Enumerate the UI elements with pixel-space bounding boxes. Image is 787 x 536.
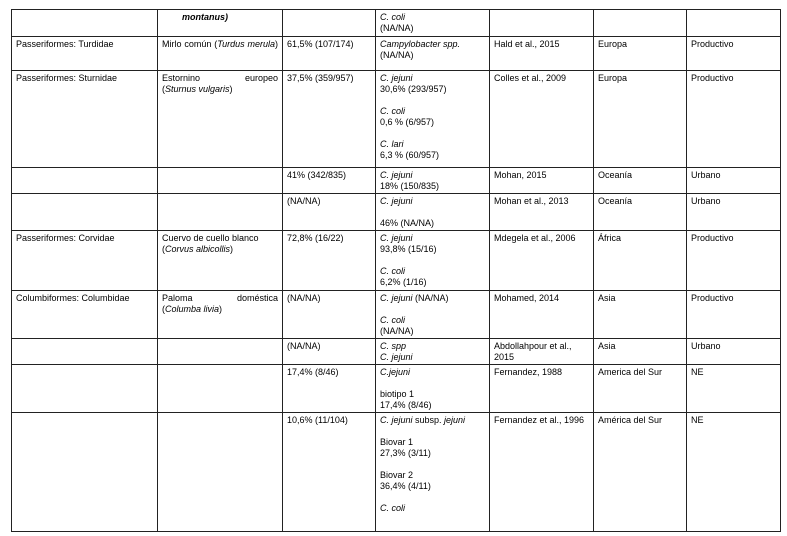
biovar-value: 27,3% (3/11): [380, 448, 431, 458]
species-cell: Cuervo de cuello blanco (Corvus albicollis): [158, 231, 283, 291]
region-cell: Europa: [594, 37, 687, 71]
isolate-cell: [376, 10, 490, 37]
reference-cell: Mohamed, 2014: [490, 291, 594, 339]
table-row: [12, 194, 781, 231]
isolate-species: C. jejuni: [380, 170, 413, 180]
isolate-count: (NA/NA): [380, 50, 414, 60]
reference-text: Fernandez et al., 1996: [494, 415, 585, 425]
table-row: [12, 10, 781, 37]
isolate-species: C. jejuni: [380, 293, 413, 303]
table-row: [12, 231, 781, 291]
prevalence-cell: 10,6% (11/104): [283, 413, 376, 532]
table-row: [12, 168, 781, 194]
species-cell: [158, 365, 283, 413]
reference-cell: [490, 10, 594, 37]
reference-cell: Fernandez, 1988: [490, 365, 594, 413]
isolate-subsp-label: subsp.: [412, 415, 445, 425]
document-page: [11, 9, 780, 532]
isolate-value: 93,8% (15/16): [380, 244, 437, 254]
species-scientific: Sturnus vulgaris: [165, 84, 230, 94]
order-cell: Passeriformes: Turdidae: [12, 37, 158, 71]
prevalence-cell: 61,5% (107/174): [283, 37, 376, 71]
isolate-value: 46% (NA/NA): [380, 218, 435, 228]
isolate-species: C. jejuni: [380, 196, 413, 206]
region-cell: [594, 10, 687, 37]
species-cell: [158, 10, 283, 37]
species-cell: [158, 168, 283, 194]
region-cell: Asia: [594, 291, 687, 339]
prevalence-cell: 41% (342/835): [283, 168, 376, 194]
isolate-species: C.jejuni: [380, 367, 411, 377]
species-cell: [158, 194, 283, 231]
isolate-species: C. coli: [380, 503, 406, 513]
isolate-value: 6,3 % (60/957): [380, 150, 440, 160]
species-scientific: Corvus albicollis: [165, 244, 231, 254]
campylobacter-prevalence-table: [11, 9, 781, 532]
isolate-value: 6,2% (1/16): [380, 277, 427, 287]
context-cell: Urbano: [687, 339, 781, 365]
prevalence-cell: 17,4% (8/46): [283, 365, 376, 413]
region-cell: America del Sur: [594, 365, 687, 413]
context-cell: Urbano: [687, 168, 781, 194]
prevalence-cell: 37,5% (359/957): [283, 71, 376, 168]
table-row: [12, 365, 781, 413]
reference-cell: Mdegela et al., 2006: [490, 231, 594, 291]
biovar-label: Biovar 2: [380, 470, 414, 480]
context-cell: Productivo: [687, 291, 781, 339]
reference-cell: Abdollahpour et al., 2015: [490, 339, 594, 365]
region-cell: África: [594, 231, 687, 291]
region-cell: Europa: [594, 71, 687, 168]
order-cell: Passeriformes: Sturnidae: [12, 71, 158, 168]
species-common: Estornino europeo: [162, 73, 278, 83]
isolate-species: Campylobacter spp.: [380, 39, 461, 49]
table-row: [12, 413, 781, 532]
table-row: [12, 37, 781, 71]
context-cell: NE: [687, 413, 781, 532]
biotype-value: 17,4% (8/46): [380, 400, 432, 410]
region-cell: América del Sur: [594, 413, 687, 532]
order-cell: Passeriformes: Corvidae: [12, 231, 158, 291]
species-cell: Estornino europeo (Sturnus vulgaris): [158, 71, 283, 168]
context-cell: Productivo: [687, 71, 781, 168]
prevalence-cell: 72,8% (16/22): [283, 231, 376, 291]
context-cell: [687, 10, 781, 37]
region-cell: Oceanía: [594, 168, 687, 194]
species-scientific: montanus): [182, 12, 228, 22]
species-scientific: Columba livia: [165, 304, 220, 314]
species-common: Mirlo común: [162, 39, 212, 49]
table-row: [12, 291, 781, 339]
isolate-species: C. coli: [380, 266, 406, 276]
order-cell: [12, 194, 158, 231]
isolate-value: 18% (150/835): [380, 181, 440, 191]
reference-cell: Colles et al., 2009: [490, 71, 594, 168]
isolate-cell: [376, 413, 490, 532]
table-row: [12, 71, 781, 168]
isolate-species: C. spp: [380, 341, 407, 351]
isolate-cell: [376, 291, 490, 339]
biovar-value: 36,4% (4/11): [380, 481, 431, 491]
region-cell: Oceanía: [594, 194, 687, 231]
species-common: Paloma doméstica: [162, 293, 278, 303]
order-cell: [12, 339, 158, 365]
prevalence-cell: [283, 10, 376, 37]
isolate-value: 0,6 % (6/957): [380, 117, 435, 127]
isolate-cell: [376, 37, 490, 71]
isolate-value: (NA/NA): [415, 293, 449, 303]
isolate-value: 30,6% (293/957): [380, 84, 447, 94]
prevalence-cell: (NA/NA): [283, 339, 376, 365]
reference-cell: Mohan, 2015: [490, 168, 594, 194]
isolate-cell: [376, 231, 490, 291]
isolate-cell: [376, 71, 490, 168]
isolate-species: C. coli: [380, 106, 406, 116]
isolate-count: (NA/NA): [380, 23, 414, 33]
species-cell: Mirlo común (Turdus merula): [158, 37, 283, 71]
isolate-value: (NA/NA): [380, 326, 414, 336]
isolate-subsp-name: jejuni: [444, 415, 466, 425]
isolate-cell: [376, 339, 490, 365]
reference-cell: Mohan et al., 2013: [490, 194, 594, 231]
order-cell: [12, 365, 158, 413]
species-cell: [158, 413, 283, 532]
isolate-species: C. lari: [380, 139, 404, 149]
isolate-cell: [376, 194, 490, 231]
species-cell: Paloma doméstica (Columba livia): [158, 291, 283, 339]
species-cell: [158, 339, 283, 365]
isolate-cell: [376, 365, 490, 413]
order-cell: [12, 10, 158, 37]
biotype-label: biotipo 1: [380, 389, 415, 399]
table-row: [12, 339, 781, 365]
species-scientific: Turdus merula: [217, 39, 275, 49]
isolate-species: C. jejuni: [380, 73, 413, 83]
region-cell: Asia: [594, 339, 687, 365]
species-common: Cuervo de cuello blanco: [162, 233, 259, 243]
order-cell: Columbiformes: Columbidae: [12, 291, 158, 339]
isolate-species: C. jejuni: [380, 233, 413, 243]
context-cell: NE: [687, 365, 781, 413]
isolate-species: C. jejuni: [380, 415, 413, 425]
context-cell: Urbano: [687, 194, 781, 231]
isolate-species: C. coli: [380, 315, 406, 325]
isolate-species: C. jejuni: [380, 352, 413, 362]
biovar-label: Biovar 1: [380, 437, 414, 447]
order-cell: [12, 413, 158, 532]
context-cell: Productivo: [687, 37, 781, 71]
context-cell: Productivo: [687, 231, 781, 291]
isolate-species: C. coli: [380, 12, 406, 22]
reference-cell: [490, 413, 594, 532]
reference-cell: Hald et al., 2015: [490, 37, 594, 71]
prevalence-cell: (NA/NA): [283, 194, 376, 231]
prevalence-cell: (NA/NA): [283, 291, 376, 339]
isolate-cell: [376, 168, 490, 194]
order-cell: [12, 168, 158, 194]
